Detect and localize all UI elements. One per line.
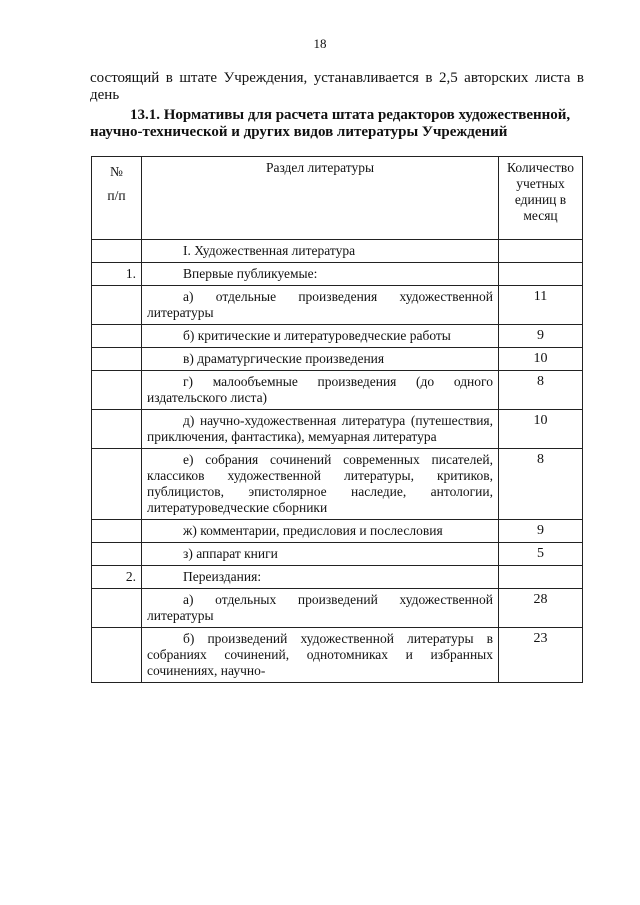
row-number: [92, 520, 142, 543]
table-row: [92, 589, 583, 628]
row-description: г) малообъемные произведения (до одного издательского листа): [142, 371, 499, 410]
row-number: [92, 628, 142, 683]
table-row: [92, 325, 583, 348]
row-description: ж) комментарии, предисловия и послесловия: [142, 520, 499, 543]
intro-paragraph: состоящий в штате Учреждения, устанавливается в 2,5 авторских листа в день: [90, 70, 584, 103]
table-row: [92, 628, 583, 683]
table-row: [92, 286, 583, 325]
table-row: [92, 263, 583, 286]
table-row: [92, 371, 583, 410]
row-quantity: 9: [499, 325, 583, 348]
page-number: 18: [313, 36, 327, 51]
header-quantity: Количество учетных единиц в месяц: [499, 157, 583, 240]
section-title-line-1: 13.1. Нормативы для расчета штата редакторов художественной,: [130, 107, 571, 123]
row-number: 2.: [92, 566, 142, 589]
table-row: [92, 410, 583, 449]
row-quantity: 10: [499, 410, 583, 449]
row-description: Впервые публикуемые:: [142, 263, 499, 286]
header-number-sign: №: [110, 164, 123, 179]
row-number: [92, 371, 142, 410]
row-description: е) собрания сочинений современных писателей, классиков художественной литературы, критиков, публицистов, эпистолярное наследие, антологии, литературоведческие сборники: [142, 449, 499, 520]
row-quantity: 23: [499, 628, 583, 683]
row-quantity: 10: [499, 348, 583, 371]
section-title-line-2: научно-технической и других видов литературы Учреждений: [90, 124, 508, 140]
row-number: [92, 543, 142, 566]
row-description: з) аппарат книги: [142, 543, 499, 566]
header-number-pp: п/п: [107, 188, 126, 203]
row-number: [92, 286, 142, 325]
row-quantity: [499, 566, 583, 589]
row-number: [92, 348, 142, 371]
row-quantity: 9: [499, 520, 583, 543]
row-number: [92, 449, 142, 520]
row-number: [92, 325, 142, 348]
row-quantity: 28: [499, 589, 583, 628]
norms-table: [91, 156, 583, 683]
table-row: [92, 520, 583, 543]
table-row: [92, 348, 583, 371]
header-section: Раздел литературы: [142, 157, 499, 240]
table-row: [92, 566, 583, 589]
header-number: [92, 157, 142, 240]
table-row: [92, 543, 583, 566]
table-row: [92, 240, 583, 263]
row-quantity: [499, 263, 583, 286]
row-description: I. Художественная литература: [142, 240, 499, 263]
row-description: Переиздания:: [142, 566, 499, 589]
table-row: [92, 449, 583, 520]
row-description: а) отдельные произведения художественной литературы: [142, 286, 499, 325]
row-description: б) произведений художественной литературы в собраниях сочинений, однотомниках и избранных сочинениях, научно-: [142, 628, 499, 683]
row-description: а) отдельных произведений художественной литературы: [142, 589, 499, 628]
row-quantity: 8: [499, 371, 583, 410]
row-number: [92, 240, 142, 263]
row-description: в) драматургические произведения: [142, 348, 499, 371]
row-quantity: 5: [499, 543, 583, 566]
row-number: [92, 589, 142, 628]
table-header-row: [92, 157, 583, 240]
row-description: б) критические и литературоведческие работы: [142, 325, 499, 348]
row-quantity: 11: [499, 286, 583, 325]
row-quantity: [499, 240, 583, 263]
row-number: [92, 410, 142, 449]
section-title: [90, 107, 584, 141]
row-description: д) научно-художественная литература (путешествия, приключения, фантастика), мемуарная литература: [142, 410, 499, 449]
row-number: 1.: [92, 263, 142, 286]
row-quantity: 8: [499, 449, 583, 520]
